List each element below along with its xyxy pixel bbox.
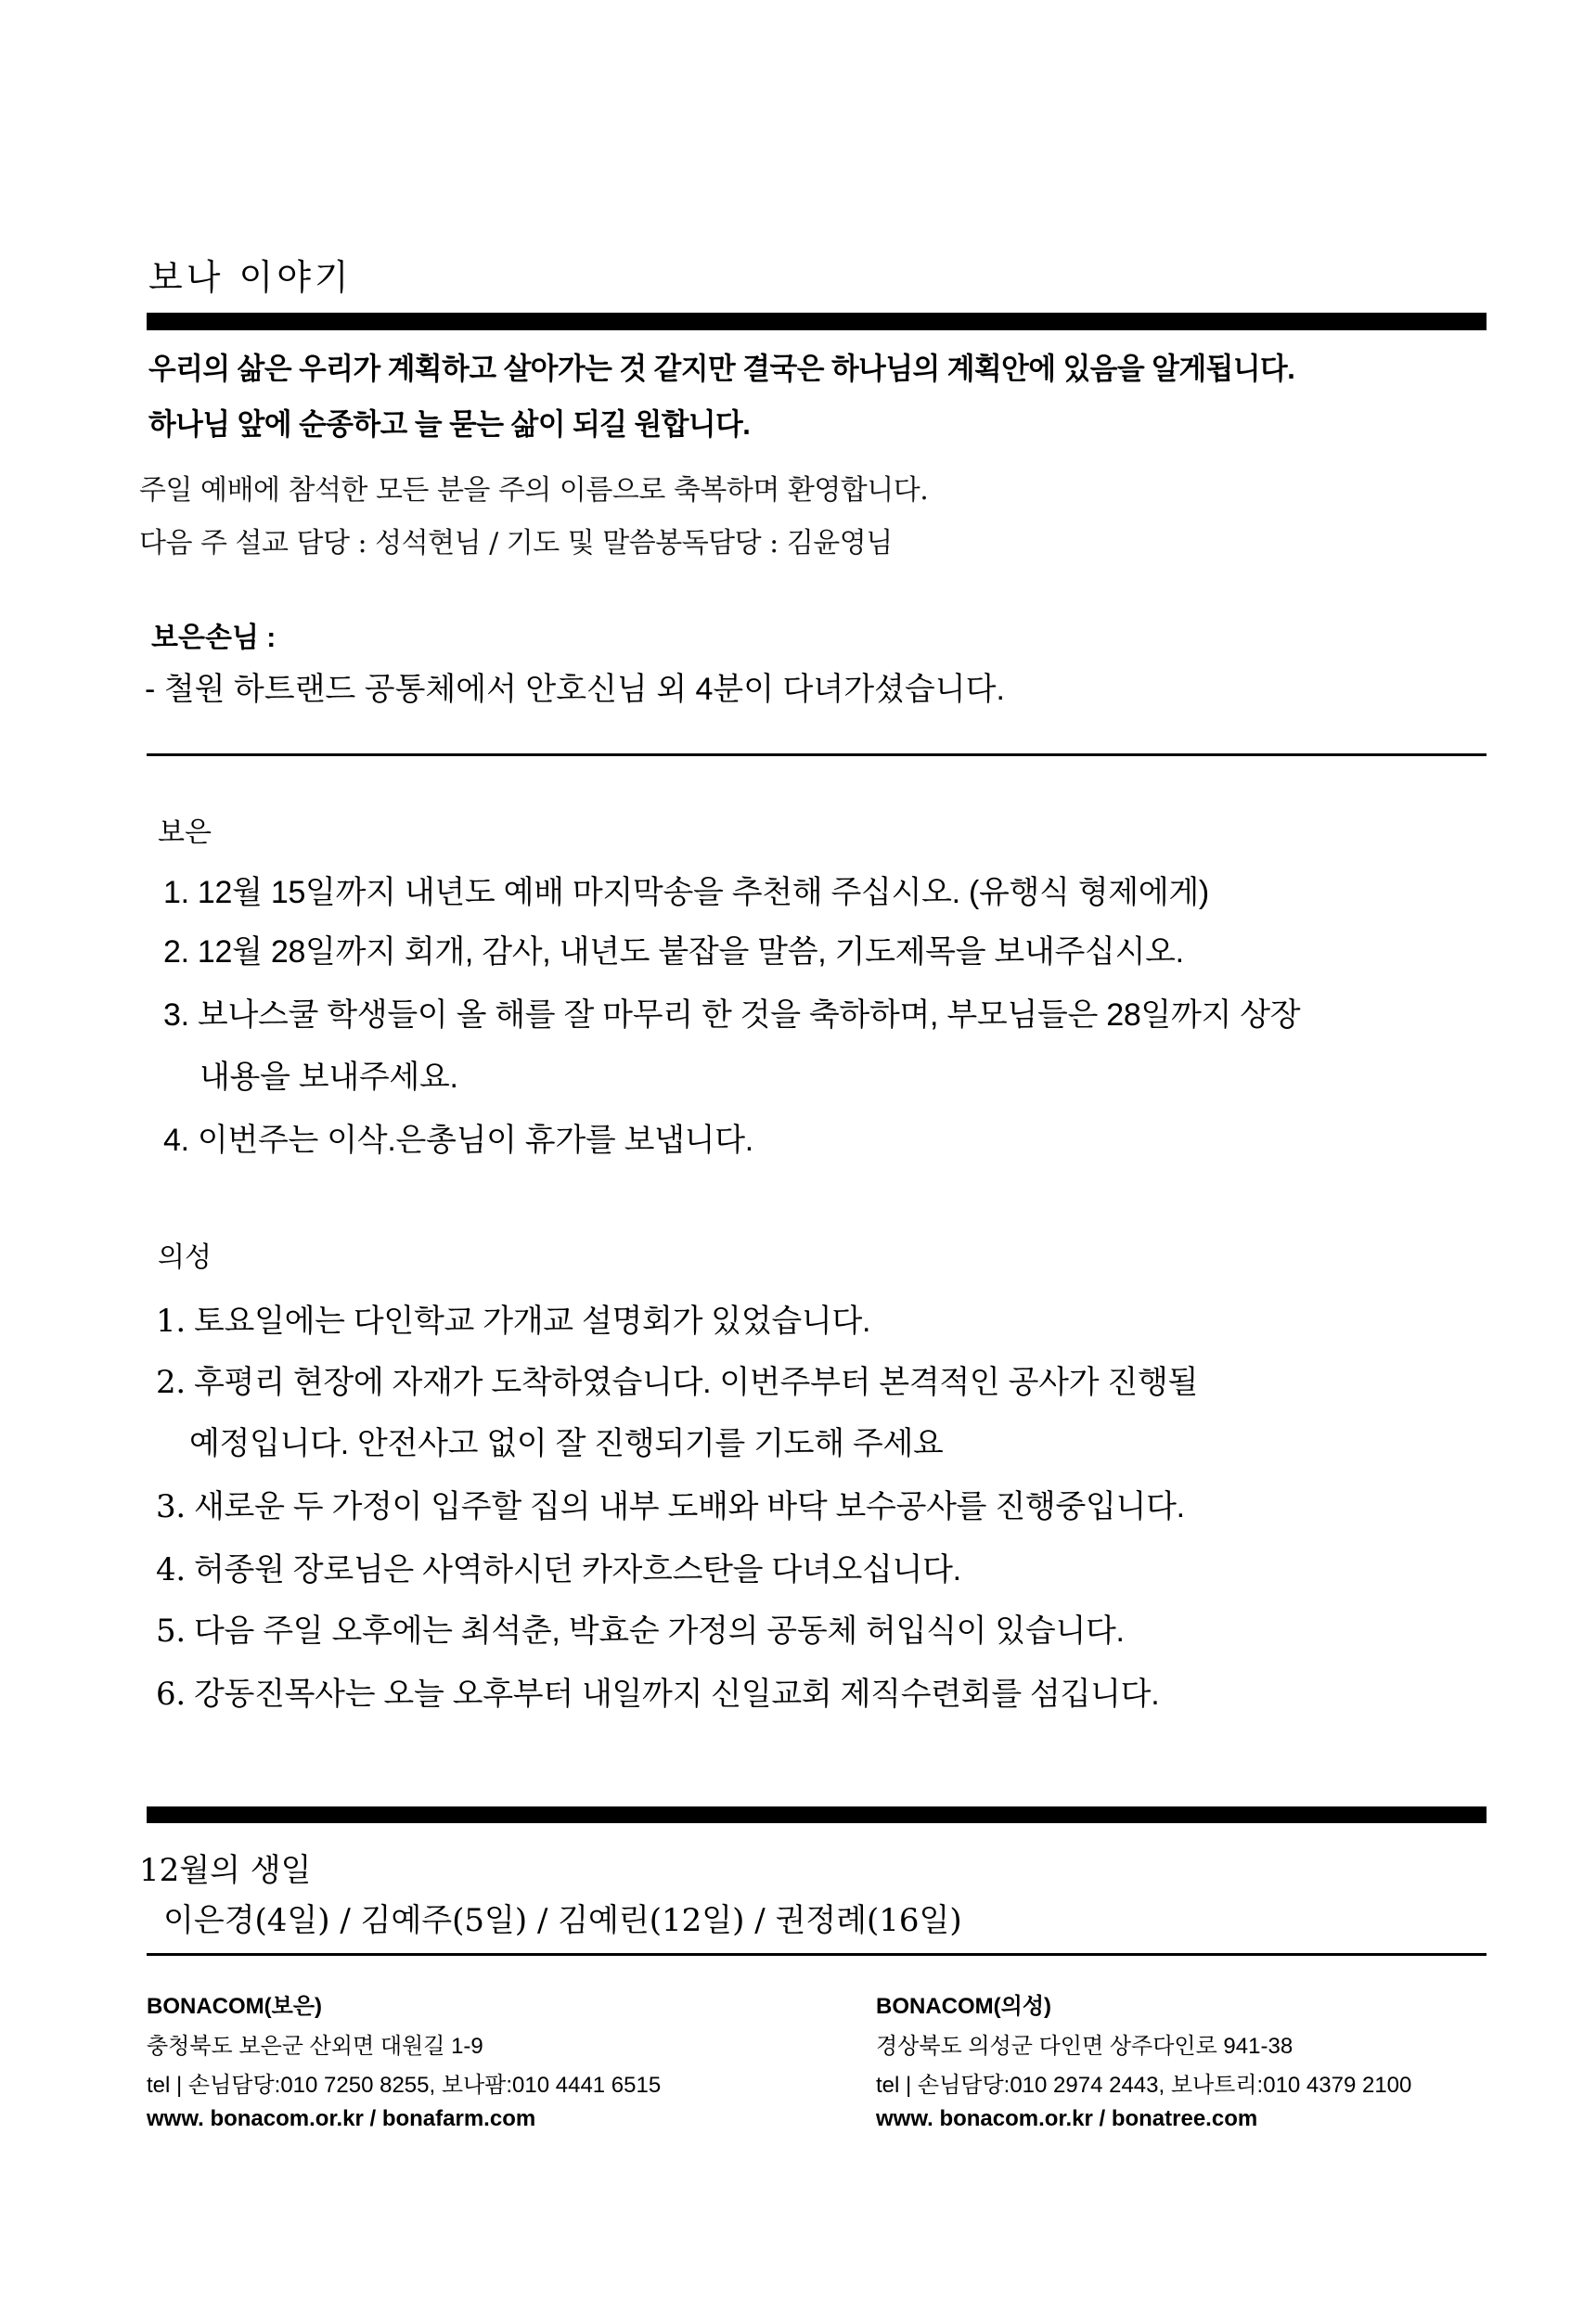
uiseong-item-2-continued: 예정입니다. 안전사고 없이 잘 진행되기를 기도해 주세요 [189,1426,944,1461]
item-number: 3. [163,997,189,1033]
birthdays-heading: 12월의 생일 [139,1852,312,1889]
birthdays-list: 이은경(4일) / 김예주(5일) / 김예린(12일) / 권정례(16일) [163,1902,962,1939]
footer-left-address: 충청북도 보은군 산외면 대원길 1-9 [147,2034,483,2059]
uiseong-item-2 [156,1356,1198,1402]
welcome-text: 주일 예배에 참석한 모든 분을 주의 이름으로 축복하며 환영합니다. [139,474,929,507]
lead-line-2: 하나님 앞에 순종하고 늘 묻는 삶이 되길 원합니다. [148,407,751,441]
footer-right-name: BONACOM(의성) [876,1994,1052,2019]
item-text: 보나스쿨 학생들이 올 해를 잘 마무리 한 것을 축하하며, 부모님들은 28일까지 상장 [197,997,1301,1033]
footer-left-name: BONACOM(보은) [147,1994,323,2019]
uiseong-item-6 [156,1668,1159,1714]
item-number: 1. [163,875,189,910]
heavy-divider-bottom [147,1806,1487,1823]
item-number: 1. [156,1303,186,1340]
footer-right-tel: tel | 손님담당:010 2974 2443, 보나트리:010 4379 2100 [876,2073,1412,2098]
item-number: 2. [163,934,189,970]
item-number: 6. [156,1676,186,1713]
item-text: 12월 15일까지 내년도 예배 마지막송을 추천해 주십시오. (유행식 형제에게) [197,875,1209,910]
item-text: 12월 28일까지 회개, 감사, 내년도 붙잡을 말씀, 기도제목을 보내주십시오. [197,934,1184,970]
uiseong-item-3 [156,1481,1185,1526]
item-text: 새로운 두 가정이 입주할 집의 내부 도배와 바닥 보수공사를 진행중입니다. [194,1489,1185,1524]
uiseong-item-4 [156,1544,961,1589]
uiseong-item-1 [156,1295,870,1341]
uiseong-item-5 [156,1605,1125,1651]
section-heading-boeun: 보은 [158,816,212,849]
item-text: 강동진목사는 오늘 오후부터 내일까지 신일교회 제직수련회를 섬깁니다. [194,1677,1160,1712]
section-heading-uiseong: 의성 [158,1241,212,1274]
lead-line-1: 우리의 삶은 우리가 계획하고 살아가는 것 같지만 결국은 하나님의 계획안에 있음을 알게됩니다. [148,352,1295,385]
item-text: 다음 주일 오후에는 최석춘, 박효순 가정의 공동체 허입식이 있습니다. [194,1613,1125,1649]
boeun-item-1 [163,867,1209,912]
item-text: 후평리 현장에 자재가 도착하였습니다. 이번주부터 본격적인 공사가 진행될 [194,1365,1199,1400]
item-number: 4. [156,1551,186,1588]
page-title: 보나 이야기 [148,257,353,298]
heavy-divider-top [147,313,1487,330]
footer-right-web[interactable]: www. bonacom.or.kr / bonatree.com [876,2106,1258,2131]
item-number: 5. [156,1613,186,1650]
boeun-item-4 [163,1114,753,1160]
next-week-roles: 다음 주 설교 담당 : 성석현님 / 기도 및 말씀봉독담당 : 김윤영님 [139,527,893,559]
footer-right-address: 경상북도 의성군 다인면 상주다인로 941-38 [876,2034,1294,2059]
item-number: 2. [156,1364,186,1401]
boeun-item-3 [163,989,1300,1035]
item-number: 3. [156,1488,186,1525]
footer-left-web[interactable]: www. bonacom.or.kr / bonafarm.com [147,2106,536,2131]
thin-divider-mid [147,753,1487,756]
guests-item: - 철원 하트랜드 공통체에서 안호신님 외 4분이 다녀가셨습니다. [145,672,1005,707]
item-text: 토요일에는 다인학교 가개교 설명회가 있었습니다. [194,1304,871,1339]
item-number: 4. [163,1123,189,1158]
footer-divider [147,1953,1487,1956]
boeun-item-2 [163,926,1184,971]
boeun-item-3-continued: 내용을 보내주세요. [200,1060,458,1095]
footer-left-tel: tel | 손님담당:010 7250 8255, 보나팜:010 4441 6515 [147,2073,662,2098]
item-text: 허종원 장로님은 사역하시던 카자흐스탄을 다녀오십니다. [194,1552,961,1588]
guests-heading: 보은손님 : [151,623,277,653]
item-text: 이번주는 이삭.은총님이 휴가를 보냅니다. [197,1123,753,1158]
